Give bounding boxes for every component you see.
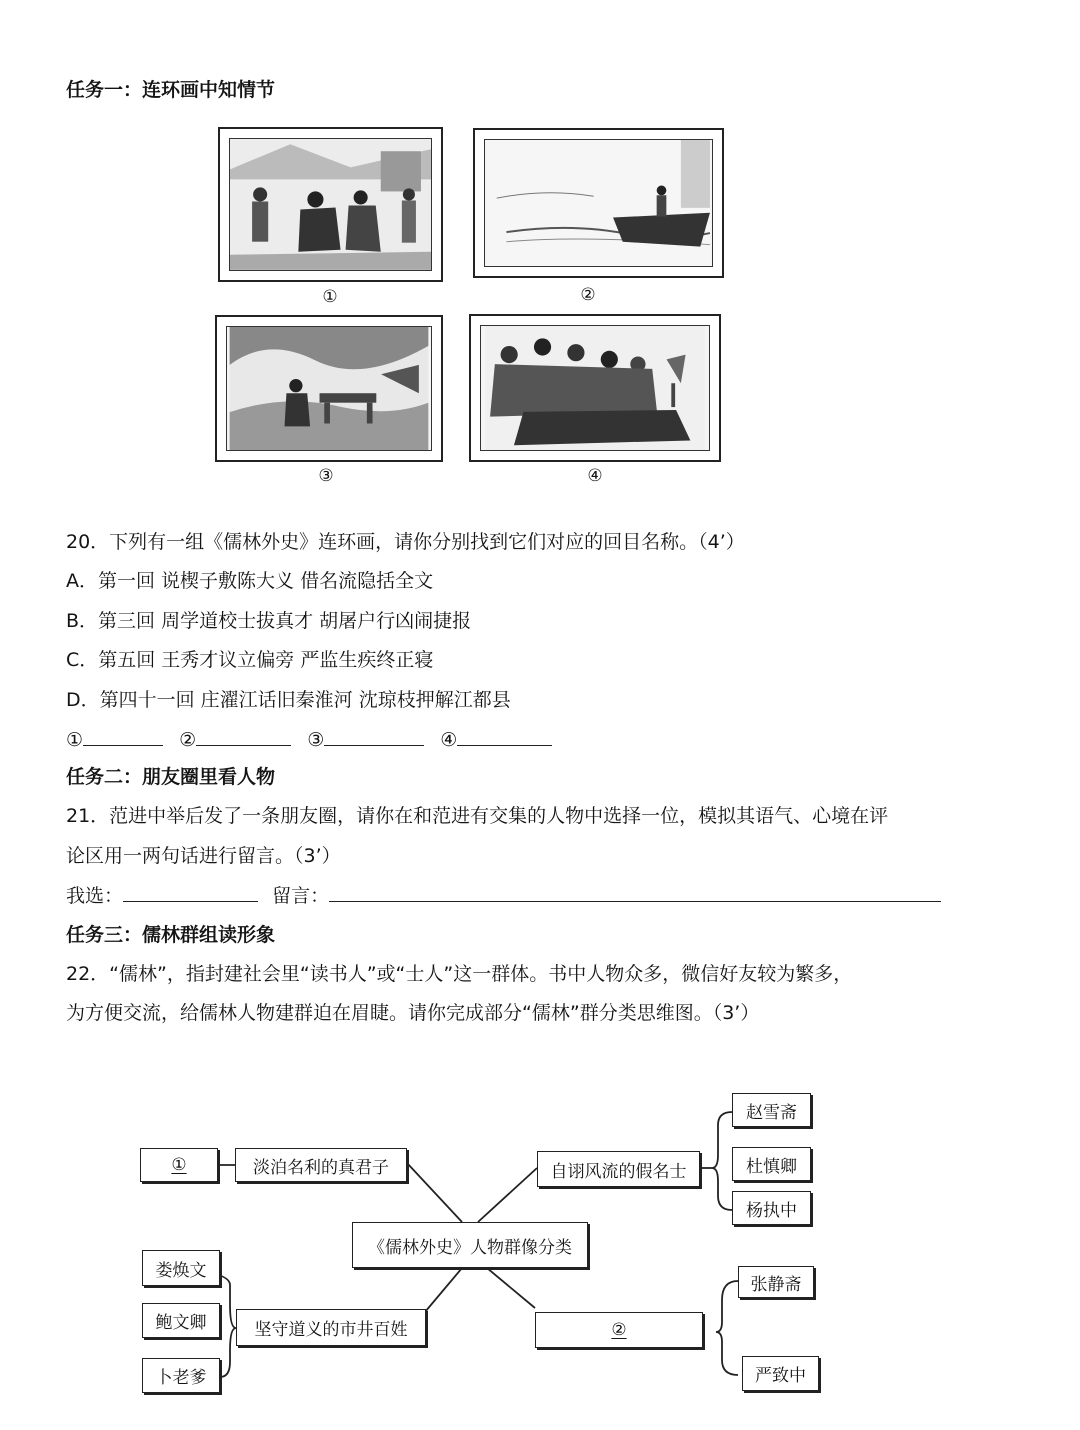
- person-yang-zhizhong: 杨执中: [732, 1191, 811, 1225]
- category-top-right: 自诩风流的假名士: [537, 1151, 700, 1187]
- task3-title: 任务三：儒林群组读形象: [66, 924, 276, 946]
- comic-picture-3: [215, 315, 443, 462]
- boat-river-illustration: [485, 140, 712, 266]
- picture-label-1: ①: [322, 287, 338, 307]
- category-top-left: 淡泊名利的真君子: [235, 1148, 407, 1182]
- street-fight-illustration: [230, 139, 431, 270]
- q20-stem: 20．下列有一组《儒林外史》连环画，请你分别找到它们对应的回目名称。（4’）: [66, 531, 745, 553]
- q21-line2: 论区用一两句话进行留言。（3’）: [66, 845, 341, 867]
- person-lou-huanwen: 娄焕文: [142, 1250, 220, 1286]
- choose-label: 我选：: [66, 885, 124, 907]
- answer-blank-2[interactable]: [196, 727, 291, 746]
- connector-top-right: [478, 1168, 537, 1222]
- picture-label-3: ③: [318, 466, 334, 486]
- answer-mark-2: ②: [179, 729, 197, 751]
- mindmap-blank-2[interactable]: [535, 1312, 703, 1348]
- person-bao-wenqing: 鲍文卿: [142, 1303, 220, 1338]
- blank-2-mark: ②: [611, 1320, 627, 1340]
- category-bottom-left: 坚守道义的市井百姓: [236, 1309, 426, 1346]
- answer-blank-4[interactable]: [457, 727, 552, 746]
- q21-line1: 21．范进中举后发了一条朋友圈，请你在和范进有交集的人物中选择一位，模拟其语气、心境在评: [66, 805, 889, 827]
- q22-line2: 为方便交流，给儒林人物建群迫在眉睫。请你完成部分“儒林”群分类思维图。（3’）: [66, 1002, 760, 1024]
- answer-mark-1: ①: [66, 729, 84, 751]
- task2-title: 任务二：朋友圈里看人物: [66, 766, 276, 788]
- q20-option-a: A．第一回 说楔子敷陈大义 借名流隐括全文: [66, 570, 434, 592]
- q20-option-c: C．第五回 王秀才议立偏旁 严监生疾终正寝: [66, 649, 434, 671]
- person-bu-laodie: 卜老爹: [142, 1358, 220, 1393]
- q20-option-d: D．第四十一回 庄濯江话旧秦淮河 沈琼枝押解江都县: [66, 689, 511, 711]
- brace-right-top: [712, 1112, 732, 1210]
- person-yan-zhizhong: 严致中: [742, 1356, 819, 1391]
- landscape-table-illustration: [227, 327, 431, 450]
- connector-top-left: [407, 1163, 462, 1222]
- mindmap-center: 《儒林外史》人物群像分类: [352, 1222, 588, 1268]
- blank-1-mark: ①: [171, 1155, 187, 1175]
- picture-label-2: ②: [580, 285, 596, 305]
- person-zhao-xuezhai: 赵雪斋: [732, 1093, 811, 1127]
- brace-right-bottom: [716, 1281, 738, 1375]
- connector-bottom-left: [425, 1268, 462, 1312]
- picture-label-4: ④: [587, 466, 603, 486]
- q20-answer-row: [66, 727, 552, 752]
- q20-option-b: B．第三回 周学道校士拔真才 胡屠户行凶闹捷报: [66, 610, 472, 632]
- answer-mark-3: ③: [307, 729, 325, 751]
- comic-picture-4: [469, 314, 721, 462]
- person-zhang-jingzhai: 张静斋: [738, 1266, 814, 1298]
- comic-picture-1: [218, 127, 443, 282]
- comment-label: 留言：: [272, 885, 330, 907]
- crowd-around-bed-illustration: [481, 326, 709, 450]
- comment-blank[interactable]: [329, 883, 941, 902]
- answer-mark-4: ④: [440, 729, 458, 751]
- answer-blank-3[interactable]: [324, 727, 424, 746]
- mindmap-blank-1[interactable]: [140, 1148, 218, 1182]
- person-du-shenqing: 杜慎卿: [732, 1147, 811, 1181]
- connector-bottom-right: [487, 1268, 535, 1308]
- comic-picture-2: [473, 128, 724, 278]
- answer-blank-1[interactable]: [83, 727, 163, 746]
- choose-blank[interactable]: [123, 883, 258, 902]
- q22-line1: 22．“儒林”，指封建社会里“读书人”或“士人”这一群体。书中人物众多，微信好友较为繁多，: [66, 963, 853, 985]
- q21-answer-row: [66, 883, 941, 908]
- task1-title: 任务一：连环画中知情节: [66, 79, 276, 101]
